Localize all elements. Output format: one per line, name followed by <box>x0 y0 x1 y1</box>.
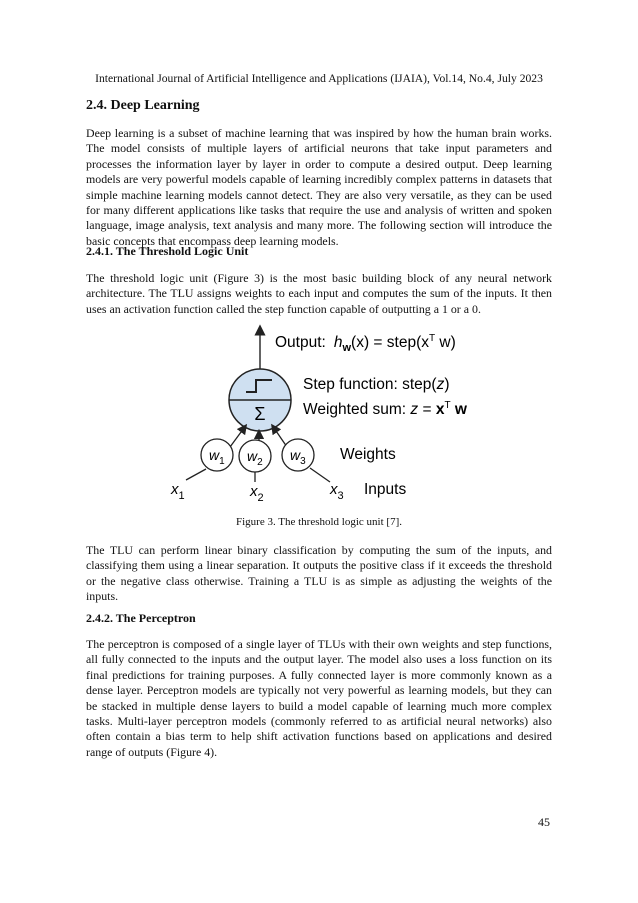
tlu-heading: 2.4.1. The Threshold Logic Unit <box>86 244 249 258</box>
tlu-figure <box>150 322 490 507</box>
tlu-paragraph-2: The TLU can perform linear binary classification by computing the sum of the inputs, and classifying them using a linear separation. It outputs the positive class if it exceeds the threshold or the negative class otherwise. Training a TLU is as simple as adjusting the weights of the inputs. <box>86 543 552 604</box>
section-title: 2.4. Deep Learning <box>86 98 200 113</box>
weight1-arrow <box>230 428 244 447</box>
page-number: 45 <box>538 815 550 829</box>
step-function-label: Step function: step(z) <box>303 376 450 393</box>
x2-label: $x_2$ <box>250 483 264 504</box>
figure-caption: Figure 3. The threshold logic unit [7]. <box>236 516 402 528</box>
weight3-arrow <box>274 428 287 447</box>
weighted-sum-label: Weighted sum: $z = x^T$ w <box>303 400 467 418</box>
running-header: International Journal of Artificial Intelligence and Applications (IJAIA), Vol.14, No.4, July 2023 <box>95 72 543 85</box>
perceptron-paragraph: The perceptron is composed of a single layer of TLUs with their own weights and step functions, all fully connected to the inputs and the output layer. The model also uses a loss function on its final predictions for training purposes. A fully connected layer is more commonly known as a dense layer. Perceptron models are typically not very powerful as learning models, but they can be stacked in multiple dense layers to build a model capable of learning much more complex tasks. Multi-layer perceptron models (commonly referred to as artificial neural networks) also often contain a bias term to help shift activation functions based on applications and desired range of outputs (Figure 4). <box>86 637 552 759</box>
input3-line <box>310 468 330 482</box>
intro-paragraph: Deep learning is a subset of machine learning that was inspired by how the human brain works. The model consists of multiple layers of artificial neurons that take input parameters and processes the information layer by layer in order to compute a desired output. Deep learning models are very powerful models capable of learning incredibly complex patterns in datasets that simple machine learning models cannot detect. They are also very versatile, as they can be used for many different applications like tasks that require the use and analysis of written and spoken language, image analysis, text analysis and many more. The following section will introduce the basic concepts that encompass deep learning models. <box>86 126 552 248</box>
perceptron-heading: 2.4.2. The Perceptron <box>86 611 196 625</box>
inputs-label: Inputs <box>364 481 407 498</box>
w2-label: $w_2$ <box>247 448 263 468</box>
sigma-symbol: Σ <box>254 404 266 424</box>
tlu-diagram <box>150 322 490 507</box>
weights-label: Weights <box>340 446 396 463</box>
w3-label: $w_3$ <box>290 447 306 467</box>
w1-label: $w_1$ <box>209 447 225 467</box>
x3-label: $x_3$ <box>330 481 344 502</box>
output-label: Output: $h_w(x)$ = $step(x^T$ w) <box>275 333 456 354</box>
input1-line <box>186 469 206 480</box>
x1-label: $x_1$ <box>171 481 185 502</box>
tlu-paragraph-1: The threshold logic unit (Figure 3) is the most basic building block of any neural network architecture. The TLU assigns weights to each input and computes the sum of the inputs. It then uses an activation function called the step function capable of outputting a 1 or a 0. <box>86 271 552 316</box>
